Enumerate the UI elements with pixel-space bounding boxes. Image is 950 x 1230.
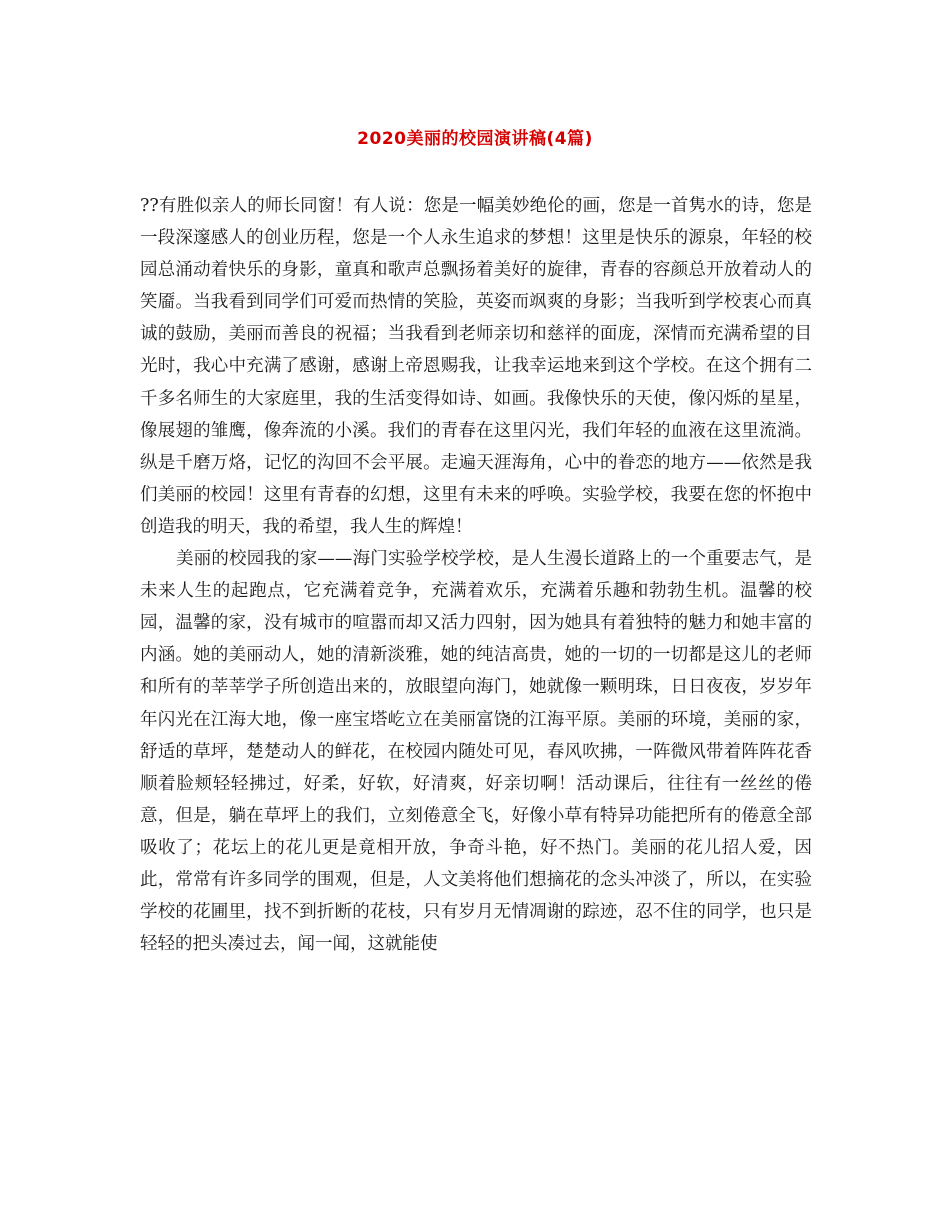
- paragraph-1: ??有胜似亲人的师长同窗！有人说：您是一幅美妙绝伦的画，您是一首隽水的诗，您是一段深邃感人的创业历程，您是一个人永生追求的梦想！这里是快乐的源泉，年轻的校园总涌动着快乐的身影，童真和歌声总飘扬着美好的旋律，青春的容颜总开放着动人的笑靥。当我看到同学们可爱而热情的笑脸，英姿而飒爽的身影；当我听到学校衷心而真诚的鼓励，美丽而善良的祝福；当我看到老师亲切和慈祥的面庞，深情而充满希望的目光时，我心中充满了感谢，感谢上帝恩赐我，让我幸运地来到这个学校。在这个拥有二千多名师生的大家庭里，我的生活变得如诗、如画。我像快乐的天使，像闪烁的星星，像展翅的雏鹰，像奔流的小溪。我们的青春在这里闪光，我们年轻的血液在这里流淌。纵是千磨万烙，记忆的沟回不会平展。走遍天涯海角，心中的眷恋的地方——依然是我们美丽的校园！这里有青春的幻想，这里有未来的呼唤。实验学校，我要在您的怀抱中创造我的明天，我的希望，我人生的辉煌！: [140, 196, 812, 537]
- document-title: 2020美丽的校园演讲稿(4篇): [357, 129, 593, 149]
- document-body: [140, 190, 812, 960]
- paragraph-2: 美丽的校园我的家——海门实验学校学校，是人生漫长道路上的一个重要志气，是未来人生的起跑点，它充满着竞争，充满着欢乐，充满着乐趣和勃勃生机。温馨的校园，温馨的家，没有城市的喧嚣而却又活力四射，因为她具有着独特的魅力和她丰富的内涵。她的美丽动人，她的清新淡雅，她的纯洁高贵，她的一切的一切都是这儿的老师和所有的莘莘学子所创造出来的，放眼望向海门，她就像一颗明珠，日日夜夜，岁岁年年闪光在江海大地，像一座宝塔屹立在美丽富饶的江海平原。美丽的环境，美丽的家，舒适的草坪，楚楚动人的鲜花，在校园内随处可见，春风吹拂，一阵微风带着阵阵花香顺着脸颊轻轻拂过，好柔，好软，好清爽，好亲切啊！活动课后，往往有一丝丝的倦意，但是，躺在草坪上的我们，立刻倦意全飞，好像小草有特异功能把所有的倦意全部吸收了；花坛上的花儿更是竟相开放，争奇斗艳，好不热门。美丽的花儿招人爱，因此，常常有许多同学的围观，但是，人文美将他们想摘花的念头冲淡了，所以，在实验学校的花圃里，找不到折断的花枝，只有岁月无情凋谢的踪迹，忍不住的同学，也只是轻轻的把头凑过去，闻一闻，这就能使: [140, 549, 812, 955]
